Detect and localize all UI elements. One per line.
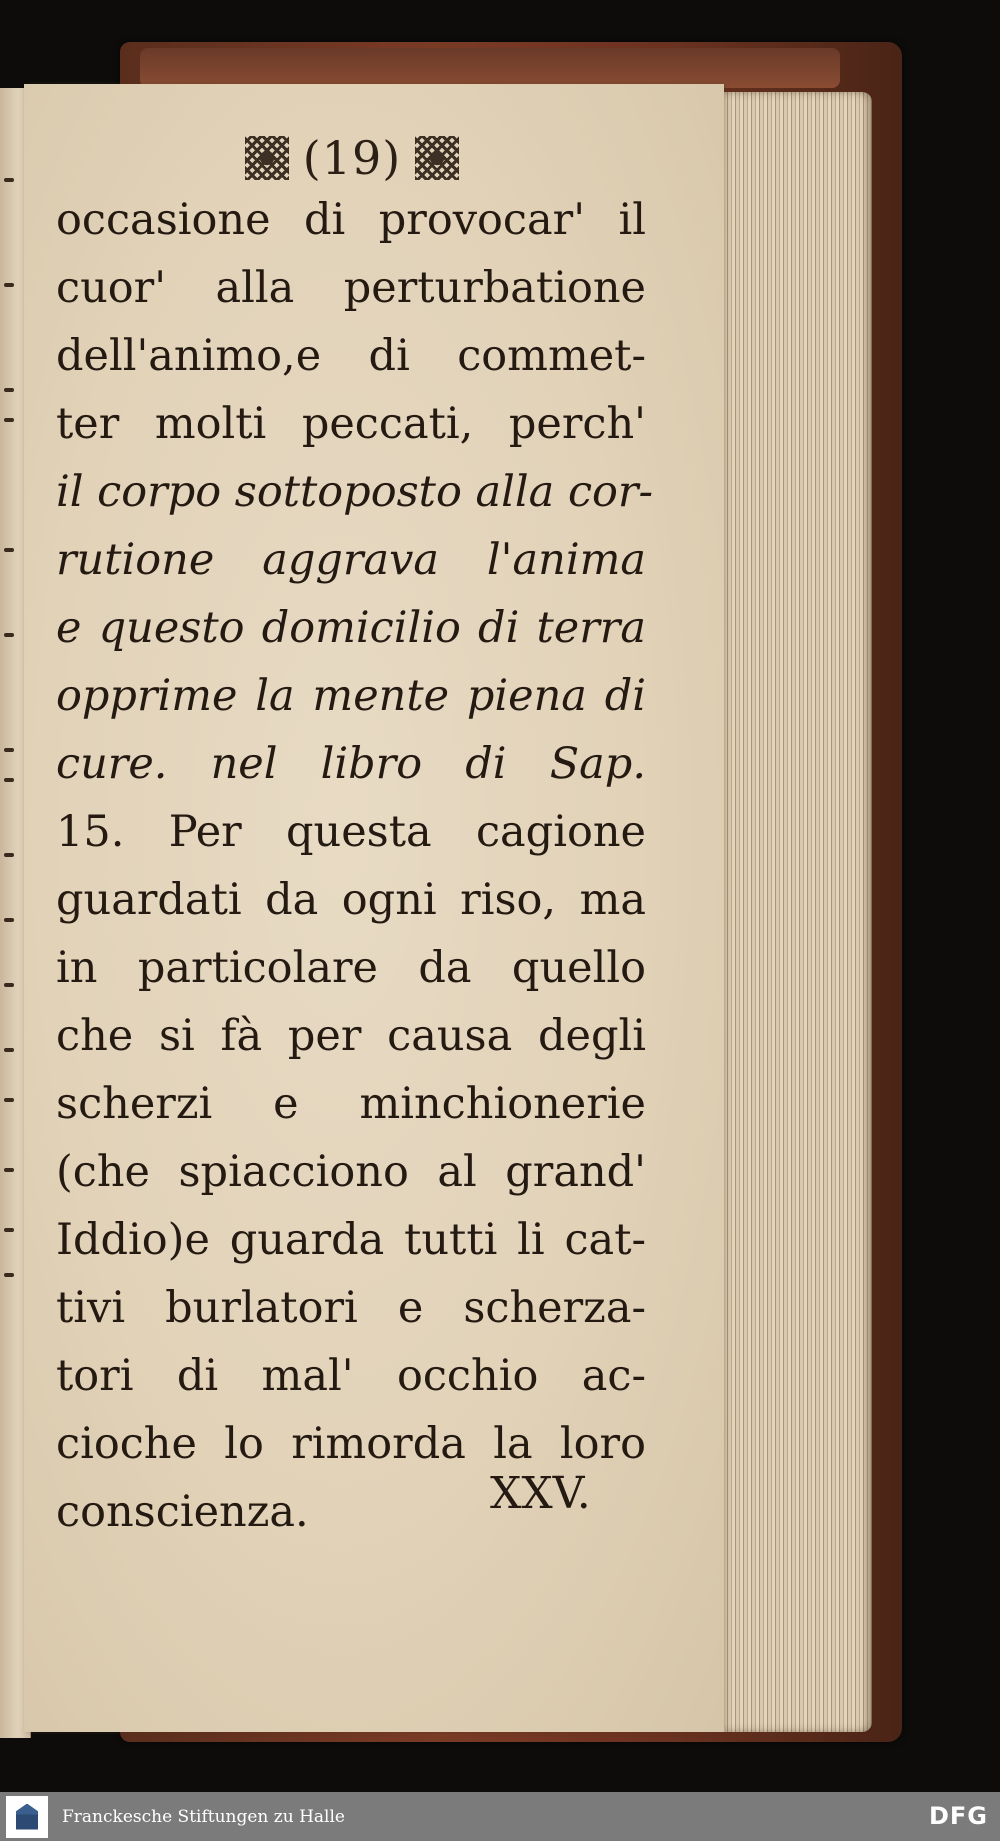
text-line: conscienza. (56, 1487, 309, 1537)
text-line: cioche lo rimorda la loro (56, 1419, 646, 1469)
ink-mark (4, 853, 14, 857)
text-line: opprime la mente piena di (56, 671, 646, 721)
text-line: (che spiacciono al grand' (56, 1147, 646, 1197)
page-header (222, 128, 482, 188)
ornament-left-icon (245, 136, 289, 180)
text-line: 15. Per questa cagione (56, 807, 646, 857)
text-line: in particolare da quello (56, 943, 646, 993)
ink-mark (4, 548, 14, 552)
ink-mark (4, 418, 14, 422)
ink-mark (4, 1098, 14, 1102)
catchword: XXV. (490, 1468, 591, 1519)
page-number: (19) (302, 131, 402, 185)
text-line: che si fà per causa degli (56, 1011, 646, 1061)
text-line: guardati da ogni riso, ma (56, 875, 646, 925)
ink-mark (4, 778, 14, 782)
text-line: rutione aggrava l'anima (56, 535, 646, 585)
book-cover-top (140, 48, 840, 88)
ink-mark (4, 1273, 14, 1277)
ink-mark (4, 1228, 14, 1232)
page-fore-edge (712, 92, 872, 1732)
footer-bar (0, 1792, 1000, 1841)
ink-mark (4, 918, 14, 922)
text-line: tori di mal' occhio ac- (56, 1351, 646, 1401)
ink-mark (4, 283, 14, 287)
footer-institution: Franckesche Stiftungen zu Halle (62, 1806, 345, 1827)
text-line: occasione di provocar' il (56, 195, 646, 245)
ink-mark (4, 633, 14, 637)
ink-mark (4, 1168, 14, 1172)
ink-mark (4, 1048, 14, 1052)
text-line: cure. nel libro di Sap. (56, 739, 646, 789)
text-line: cuor' alla perturbatione (56, 263, 646, 313)
ornament-right-icon (415, 136, 459, 180)
text-line: e questo domicilio di terra (56, 603, 646, 653)
ink-mark (4, 748, 14, 752)
francke-logo-icon (6, 1796, 48, 1838)
text-line: ter molti peccati, perch' (56, 399, 646, 449)
page-text (56, 186, 654, 1546)
text-line: il corpo sottoposto alla cor- (56, 467, 654, 517)
text-line: Iddio)e guarda tutti li cat- (56, 1215, 646, 1265)
dfg-logo: DFG (928, 1802, 988, 1830)
text-line: scherzi e minchionerie (56, 1079, 646, 1129)
text-line: dell'animo,e di commet- (56, 331, 646, 381)
ink-mark (4, 388, 14, 392)
francke-logo-mark (16, 1804, 38, 1830)
text-line: tivi burlatori e scherza- (56, 1283, 646, 1333)
ink-mark (4, 178, 14, 182)
ink-mark (4, 983, 14, 987)
